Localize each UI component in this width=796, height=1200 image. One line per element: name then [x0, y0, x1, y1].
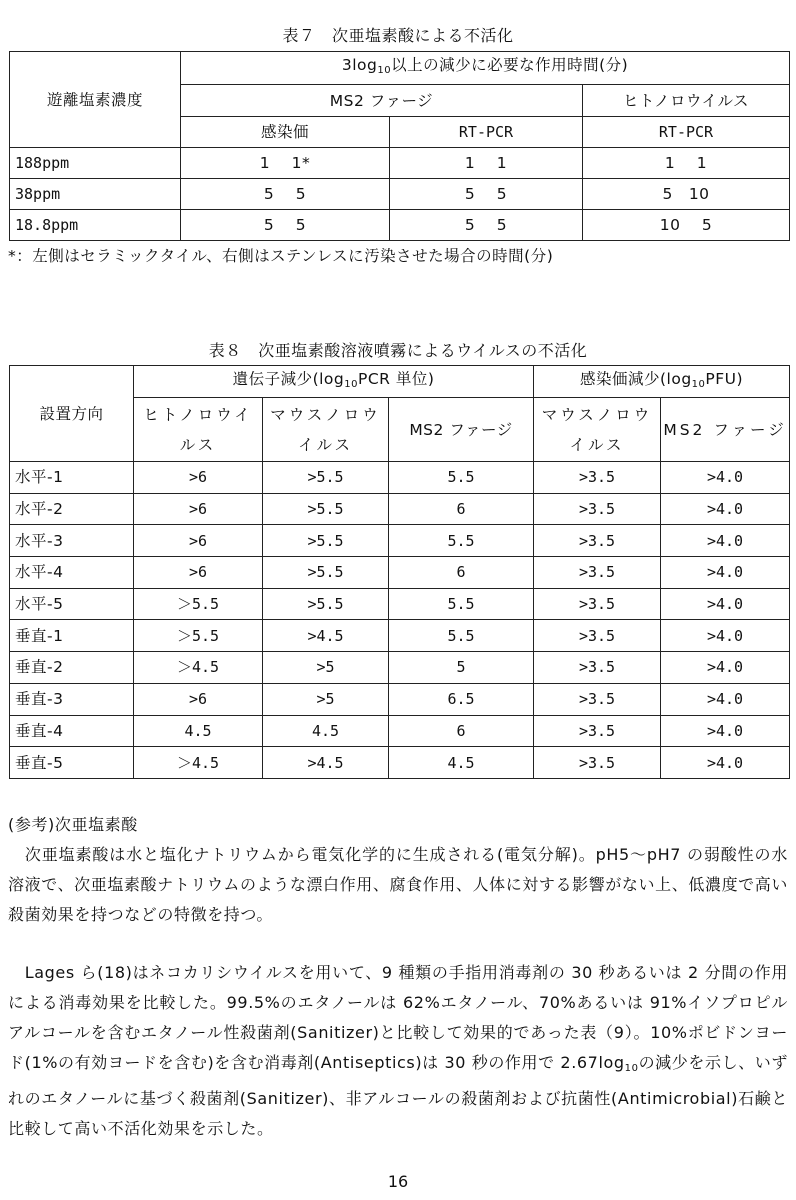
table-cell: >6 — [134, 493, 263, 525]
table-cell: >6 — [134, 462, 263, 494]
table-row — [10, 715, 790, 747]
table-cell: 5 5 — [390, 210, 583, 241]
table-row — [10, 210, 790, 241]
table-cell: >4.5 — [263, 620, 389, 652]
table8-header-infectivity-reduction: 感染価減少$(\log_{10}PFU)$ — [534, 366, 790, 398]
table7-header-rtpcr: RT-PCR — [583, 117, 790, 148]
table-cell: >4.0 — [661, 557, 790, 589]
table-cell: >3.5 — [534, 462, 661, 494]
table7-header-ms2: MS2 ファージ — [181, 85, 583, 117]
table-cell: 1 1 — [390, 148, 583, 179]
table-row — [10, 557, 790, 589]
table-cell: 水平-5 — [10, 588, 134, 620]
table-cell: >5 — [263, 683, 389, 715]
table-cell: >6 — [134, 525, 263, 557]
table7-header-concentration: 遊離塩素濃度 — [10, 52, 181, 148]
table-cell: >6 — [134, 683, 263, 715]
table-cell: 5.5 — [389, 620, 534, 652]
table7 — [9, 51, 790, 241]
table-cell: >4.0 — [661, 652, 790, 684]
page-number: 16 — [387, 1172, 409, 1191]
table8-header-ms2: MS2 ファージ — [389, 398, 534, 462]
table-cell: 4.5 — [389, 747, 534, 779]
table7-header-rtpcr: RT-PCR — [390, 117, 583, 148]
table-cell: 垂直-1 — [10, 620, 134, 652]
table-cell: >3.5 — [534, 525, 661, 557]
table7-footnote: *：左側はセラミックタイル、右側はステンレスに汚染させた場合の時間(分) — [8, 247, 554, 265]
table-cell: 5 5 — [390, 179, 583, 210]
table-cell: >3.5 — [534, 683, 661, 715]
table-cell: 1 1* — [181, 148, 390, 179]
table-row — [10, 683, 790, 715]
table-cell: 4.5 — [263, 715, 389, 747]
table-cell: >4.0 — [661, 525, 790, 557]
table-cell: >4.0 — [661, 747, 790, 779]
table8-header-direction: 設置方向 — [10, 366, 134, 462]
table-cell: 垂直-5 — [10, 747, 134, 779]
table-cell: 5 5 — [181, 210, 390, 241]
table-cell: 水平-1 — [10, 462, 134, 494]
table-cell: >3.5 — [534, 747, 661, 779]
table-cell: >5.5 — [263, 493, 389, 525]
table-cell: 5.5 — [389, 588, 534, 620]
table-cell: >3.5 — [534, 588, 661, 620]
table-row — [10, 148, 790, 179]
table-row — [10, 620, 790, 652]
table8-header-human-norovirus: ヒトノロウイルス — [134, 398, 263, 462]
table8-header-ms2: MS2 ファージ — [661, 398, 790, 462]
table-cell: 188ppm — [10, 148, 181, 179]
table-cell: >4.0 — [661, 588, 790, 620]
table-cell: >4.0 — [661, 462, 790, 494]
table8 — [9, 365, 790, 779]
table-cell: >3.5 — [534, 557, 661, 589]
table-cell: >4.0 — [661, 683, 790, 715]
table7-header-infectivity: 感染価 — [181, 117, 390, 148]
table-cell: ＞4.5 — [134, 747, 263, 779]
table7-caption: 表７ 次亜塩素酸による不活化 — [282, 26, 514, 45]
table-cell: ＞5.5 — [134, 588, 263, 620]
table-cell: 5.5 — [389, 462, 534, 494]
table-cell: 1 1 — [583, 148, 790, 179]
table7-header-human-norovirus: ヒトノロウイルス — [583, 85, 790, 117]
table8-header-gene-reduction: 遺伝子減少($\log_{10}PCR$ 単位) — [134, 366, 534, 398]
table-cell: 38ppm — [10, 179, 181, 210]
reference-paragraph-1: 次亜塩素酸は水と塩化ナトリウムから電気化学的に生成される(電気分解)。pH5～pH7 の弱酸性の水溶液で、次亜塩素酸ナトリウムのような漂白作用、腐食作用、人体に対する影響がない上、低濃度で高い殺菌効果を持つなどの特徴を持つ。 — [8, 845, 788, 924]
table-cell: 6 — [389, 493, 534, 525]
table-cell: >3.5 — [534, 715, 661, 747]
table-cell: 4.5 — [134, 715, 263, 747]
table-cell: >5.5 — [263, 525, 389, 557]
reference-paragraph-2: Lages ら(18)はネコカリシウイルスを用いて、9 種類の手指用消毒剤の 30 秒あるいは 2 分間の作用による消毒効果を比較した。99.5%のエタノールは 62%エタノール、70%あるいは 91%イソプロピルアルコールを含むエタノール性殺菌剤(Sanitizer)と比較して効果的であった表（9）。10%ポビドンヨード(1%の有効ヨードを含む)を含む消毒剤(Antiseptics)は 30 秒の作用で $2.67\log_{10}$の減少を示し、いずれのエタノールに基づく殺菌剤(Sanitizer)、非アルコールの殺菌剤および抗菌性(Antimicrobial)石鹸と比較して高い不活化効果を示した。 — [8, 963, 788, 1138]
table-cell: >5.5 — [263, 557, 389, 589]
table-cell: 5 10 — [583, 179, 790, 210]
table-cell: 水平-2 — [10, 493, 134, 525]
table-cell: 10 5 — [583, 210, 790, 241]
table-cell: 垂直-3 — [10, 683, 134, 715]
table-cell: ＞4.5 — [134, 652, 263, 684]
table-cell: >5.5 — [263, 462, 389, 494]
table-cell: 5 5 — [181, 179, 390, 210]
table7-header-time: $3\log_{10}$以上の減少に必要な作用時間(分) — [181, 52, 790, 85]
table-cell: 水平-4 — [10, 557, 134, 589]
table-cell: >3.5 — [534, 620, 661, 652]
table-cell: >5 — [263, 652, 389, 684]
table-cell: 6 — [389, 715, 534, 747]
table-row — [10, 462, 790, 494]
table-row — [10, 525, 790, 557]
table-cell: >4.0 — [661, 715, 790, 747]
table-cell: >3.5 — [534, 652, 661, 684]
table-cell: 垂直-4 — [10, 715, 134, 747]
table-cell: >6 — [134, 557, 263, 589]
reference-heading: (参考)次亜塩素酸 — [8, 815, 138, 834]
table-row — [10, 588, 790, 620]
table-cell: >4.5 — [263, 747, 389, 779]
table-cell: 6.5 — [389, 683, 534, 715]
table8-header-murine-norovirus: マウスノロウイルス — [263, 398, 389, 462]
table-cell: 18.8ppm — [10, 210, 181, 241]
table8-header-murine-norovirus: マウスノロウイルス — [534, 398, 661, 462]
table-row — [10, 179, 790, 210]
table-cell: >4.0 — [661, 493, 790, 525]
table-cell: >5.5 — [263, 588, 389, 620]
table-row — [10, 493, 790, 525]
table-row — [10, 652, 790, 684]
table-cell: ＞5.5 — [134, 620, 263, 652]
table-cell: >4.0 — [661, 620, 790, 652]
table-cell: 5.5 — [389, 525, 534, 557]
table8-caption: 表８ 次亜塩素酸溶液噴霧によるウイルスの不活化 — [208, 341, 588, 360]
table-cell: 5 — [389, 652, 534, 684]
table-cell: 水平-3 — [10, 525, 134, 557]
table-cell: 6 — [389, 557, 534, 589]
table-cell: >3.5 — [534, 493, 661, 525]
table-cell: 垂直-2 — [10, 652, 134, 684]
table-row — [10, 747, 790, 779]
